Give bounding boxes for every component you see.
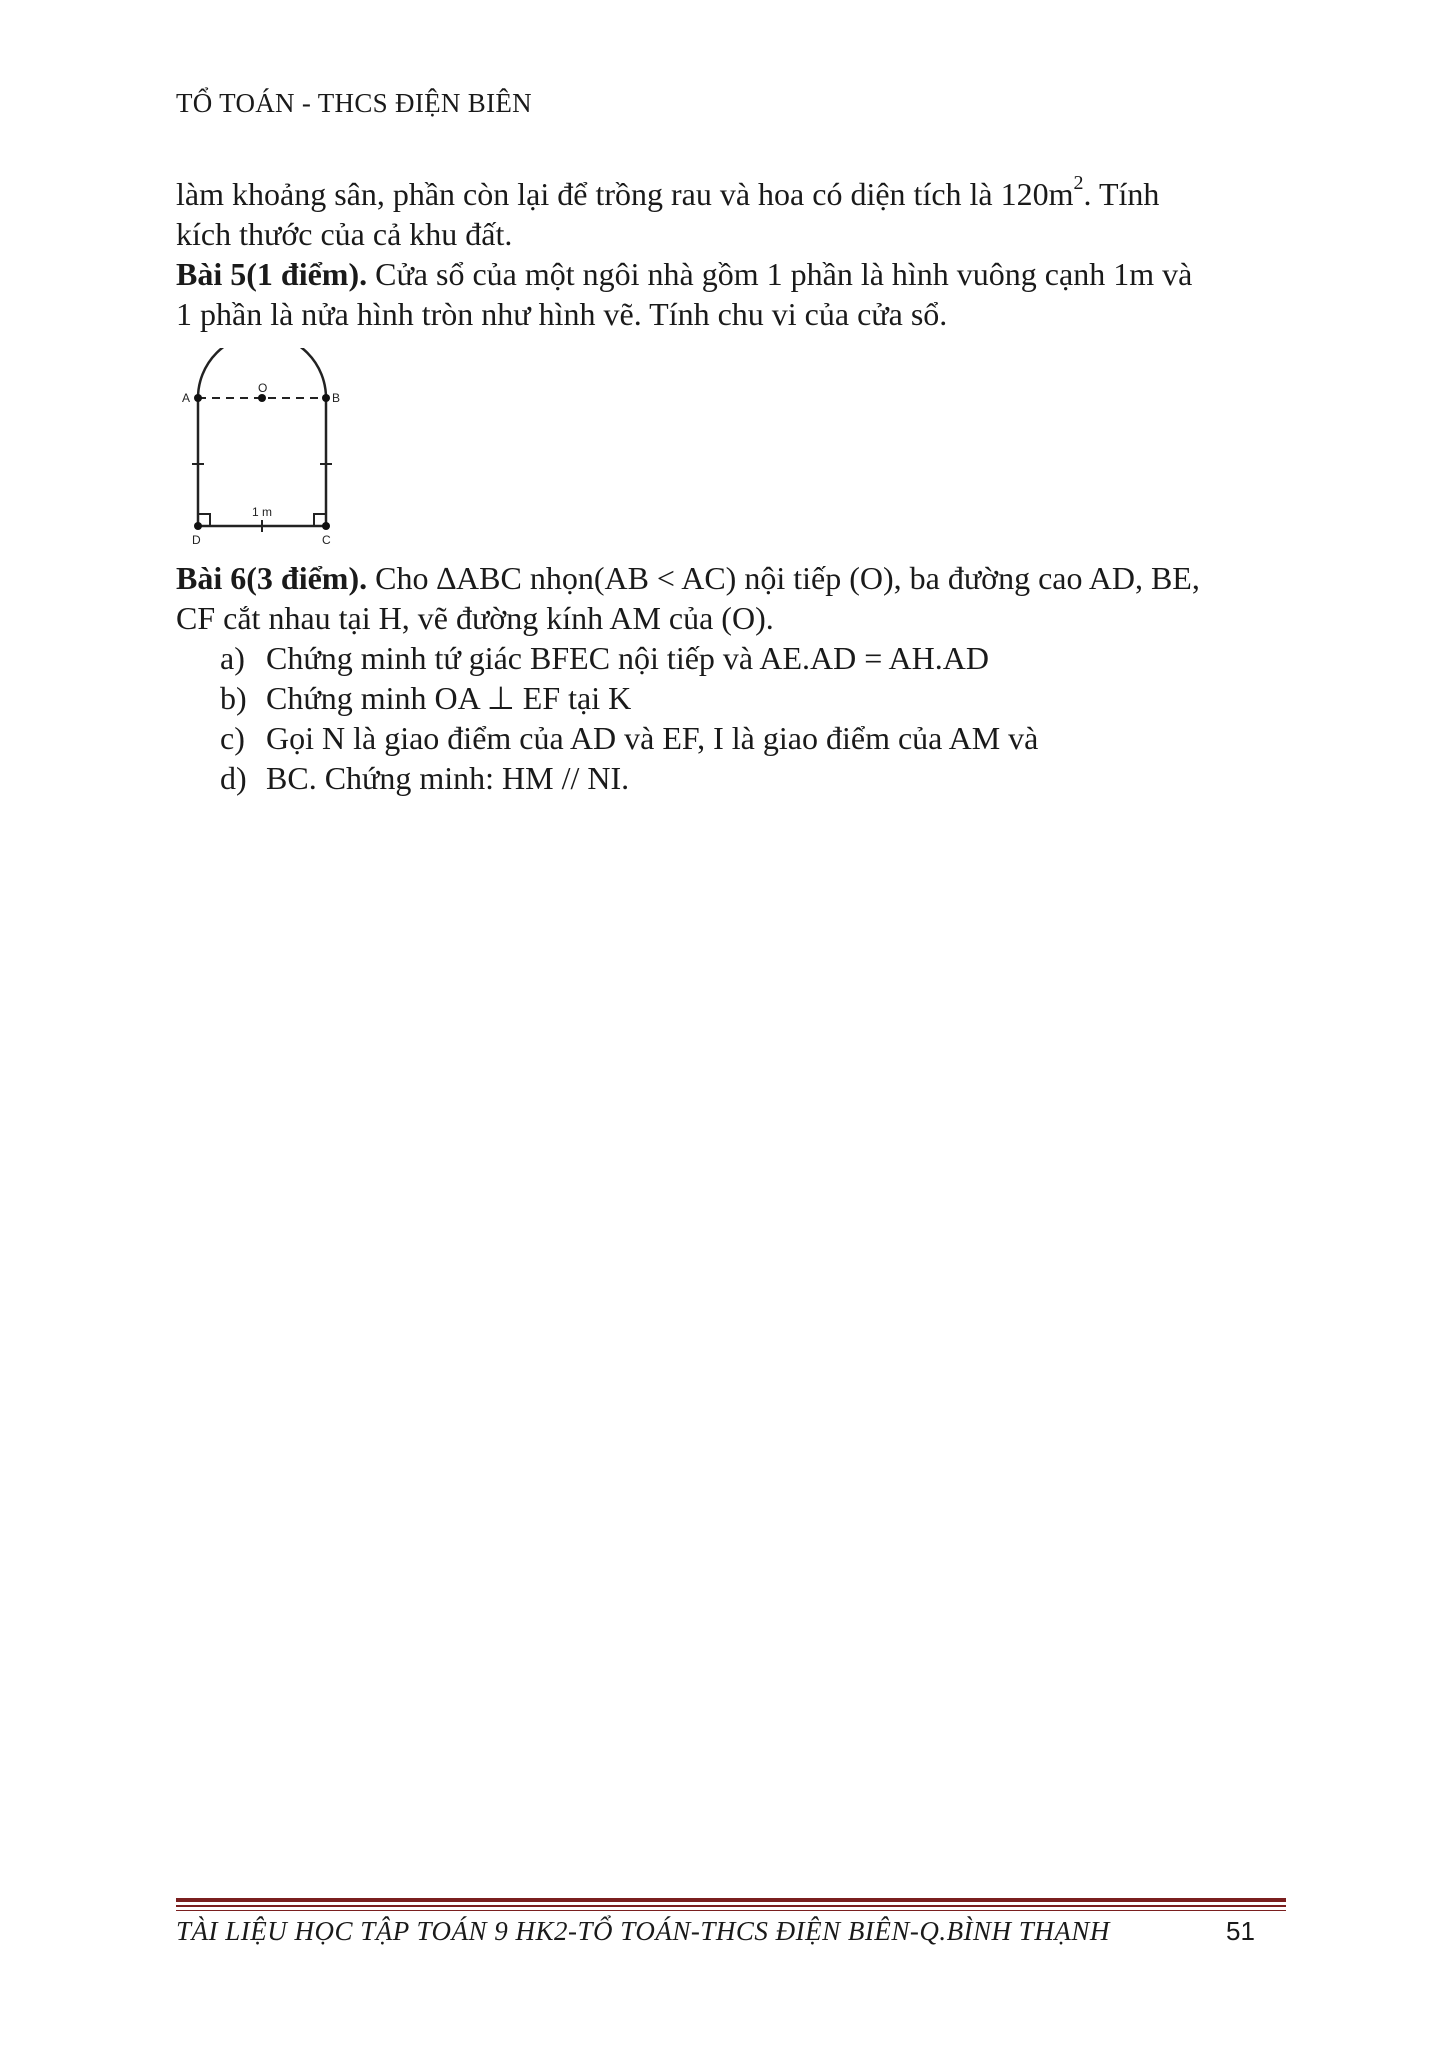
point-b: [322, 394, 330, 402]
label-d: D: [192, 533, 201, 546]
footer-text: TÀI LIỆU HỌC TẬP TOÁN 9 HK2-TỔ TOÁN-THCS ĐIỆN BIÊN-Q.BÌNH THẠNH: [176, 1916, 1110, 1946]
list-item: [220, 638, 1286, 678]
item-marker: c): [220, 720, 245, 756]
exercise-6-line-2: CF cắt nhau tại H, vẽ đường kính AM của (O).: [176, 600, 774, 636]
item-marker: a): [220, 640, 245, 676]
intro-line-1-end: . Tính: [1083, 176, 1160, 212]
intro-line-1-text: làm khoảng sân, phần còn lại để trồng rau và hoa có diện tích là 120m: [176, 176, 1074, 212]
label-a: A: [182, 391, 191, 405]
label-side: 1 m: [252, 505, 273, 519]
intro-text: [176, 174, 1286, 334]
exercise-6-line-1: [176, 558, 1286, 598]
item-text: Chứng minh OA ⊥ EF tại K: [266, 680, 632, 716]
exercise-5-line-2: 1 phần là nửa hình tròn như hình vẽ. Tính chu vi của cửa sổ.: [176, 296, 948, 332]
footer-rule: [176, 1898, 1286, 1911]
label-c: C: [322, 533, 331, 546]
exercise-5-title: Bài 5(1 điểm).: [176, 256, 368, 292]
exercise-5-text-1: Cửa sổ của một ngôi nhà gồm 1 phần là hình vuông cạnh 1m và: [367, 256, 1193, 292]
point-o: [258, 394, 266, 402]
list-item: [220, 758, 1286, 798]
item-text: BC. Chứng minh: HM // NI.: [266, 760, 630, 796]
point-c: [322, 522, 330, 530]
exercise-6: [176, 558, 1286, 798]
item-marker: d): [220, 760, 247, 796]
intro-line-2: kích thước của cả khu đất.: [176, 216, 513, 252]
item-marker: b): [220, 680, 247, 716]
point-a: [194, 394, 202, 402]
intro-line-1: [176, 174, 1286, 214]
label-o: O: [258, 381, 268, 395]
exercise-6-items: [176, 638, 1286, 798]
exercise-5-line-1: [176, 254, 1286, 294]
item-text: Chứng minh tứ giác BFEC nội tiếp và AE.AD = AH.AD: [266, 640, 989, 676]
list-item: [220, 678, 1286, 718]
list-item: [220, 718, 1286, 758]
point-d: [194, 522, 202, 530]
label-b: B: [332, 391, 341, 405]
page-number: 51: [1226, 1916, 1255, 1946]
area-superscript: 2: [1073, 172, 1084, 195]
exercise-6-text-1: Cho ∆ABC nhọn(AB < AC) nội tiếp (O), ba đường cao AD, BE,: [367, 560, 1200, 596]
exercise-6-title: Bài 6(3 điểm).: [176, 560, 368, 596]
item-text: Gọi N là giao điểm của AD và EF, I là giao điểm của AM và: [266, 720, 1039, 756]
page-header: TỔ TOÁN - THCS ĐIỆN BIÊN: [176, 88, 532, 118]
window-figure: [176, 348, 356, 546]
